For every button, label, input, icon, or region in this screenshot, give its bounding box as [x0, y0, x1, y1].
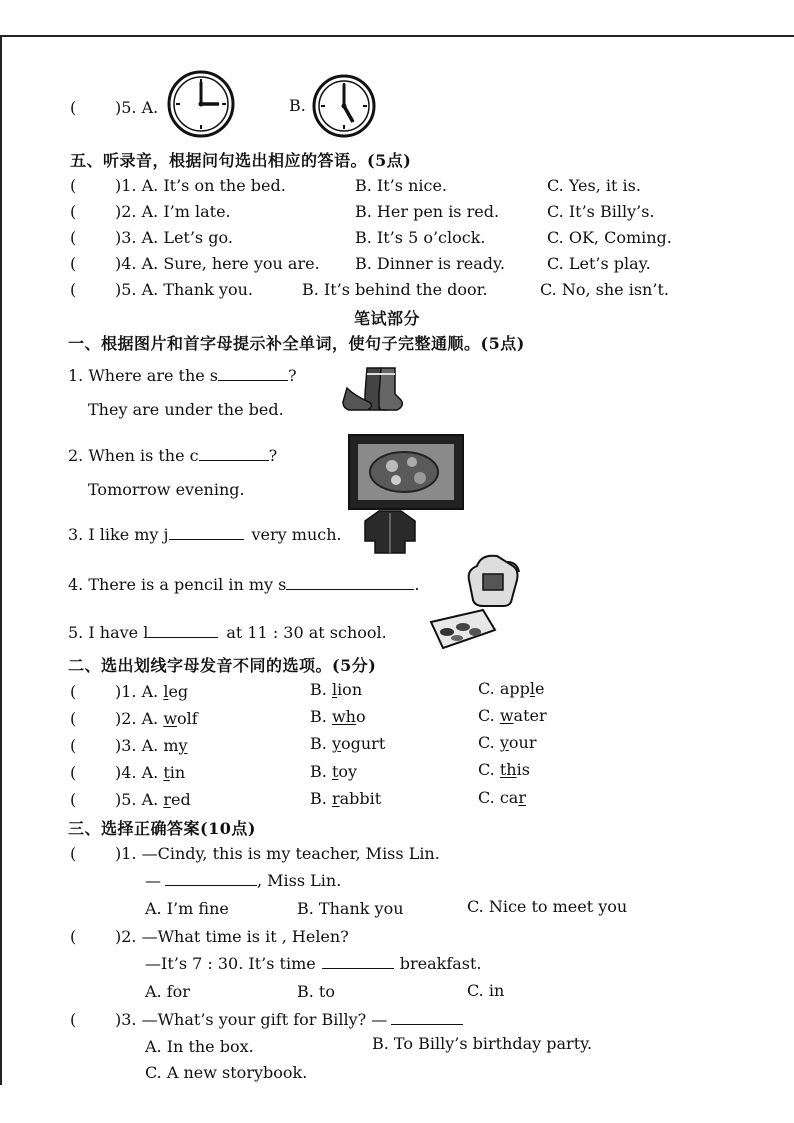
question-text: at 11 : 30 at school. — [226, 623, 387, 642]
question-text: 1. Where are the s — [68, 366, 219, 385]
answer-blank[interactable] — [169, 525, 244, 540]
answer-paren: ( — [70, 790, 77, 809]
answer-blank[interactable] — [218, 366, 288, 381]
question-text: ? — [288, 366, 297, 385]
option-c: C. Nice to meet you — [467, 897, 628, 916]
option-c: C. No, she isn’t. — [540, 280, 669, 299]
question-line — [68, 623, 387, 642]
option-b: B. to — [297, 982, 335, 1001]
option-c: C. Yes, it is. — [547, 176, 641, 195]
question-line — [115, 1010, 463, 1029]
option-a: )2. A. I’m late. — [115, 202, 231, 221]
page-border — [0, 35, 794, 37]
question-line — [68, 525, 342, 544]
option-b: B. Her pen is red. — [355, 202, 500, 221]
option-b: B. Dinner is ready. — [355, 254, 505, 273]
written-section-title: 笔试部分 — [354, 309, 421, 328]
question-text: ? — [268, 446, 278, 465]
option-b: B. It’s nice. — [355, 176, 447, 195]
option-b: B. To Billy’s birthday party. — [372, 1034, 593, 1053]
option-c: C. this — [478, 760, 530, 779]
answer-paren: ( — [70, 682, 77, 701]
clock-three-icon — [167, 68, 235, 140]
answer-paren: ( — [70, 763, 77, 782]
option-b: B. who — [310, 707, 366, 726]
question-text: 5. I have l — [68, 623, 149, 642]
question-text: 4. There is a pencil in my s — [68, 575, 287, 594]
answer-paren: ( — [70, 176, 77, 195]
section-title: 一、根据图片和首字母提示补全单词，使句子完整通顺。(5点) — [68, 334, 525, 353]
question-number: )5. A. — [115, 98, 159, 117]
option-b: B. rabbit — [310, 789, 382, 808]
option-a: A. for — [145, 982, 190, 1001]
answer-blank[interactable] — [165, 871, 257, 886]
answer-paren: ( — [70, 228, 77, 247]
option-a: )3. A. my — [115, 736, 188, 755]
question-line — [68, 446, 277, 465]
option-a: A. I’m fine — [145, 899, 229, 918]
option-c: C. car — [478, 788, 526, 807]
option-a: )1. A. leg — [115, 682, 189, 701]
question-line: —It’s 7 : 30. It’s time breakfast. — [145, 954, 482, 973]
question-line — [68, 366, 297, 385]
section-title: 二、选出划线字母发音不同的选项。(5分) — [68, 656, 377, 675]
option-a: A. In the box. — [145, 1037, 254, 1056]
answer-blank[interactable] — [148, 623, 218, 638]
section-title: 五、听录音，根据问句选出相应的答语。(5点) — [70, 151, 412, 170]
option-c: C. in — [467, 981, 505, 1000]
option-b: B. yogurt — [310, 734, 386, 753]
option-a: )5. A. red — [115, 790, 191, 809]
question-text: 3. I like my j — [68, 525, 169, 544]
question-text: . — [414, 575, 420, 594]
question-text: very much. — [251, 525, 342, 544]
answer-paren: ( — [70, 709, 77, 728]
option-c: C. A new storybook. — [145, 1063, 308, 1082]
option-a: )4. A. Sure, here you are. — [115, 254, 320, 273]
lunch-tray-icon — [427, 608, 497, 650]
answer-paren: ( — [70, 927, 77, 946]
answer-paren: ( — [70, 1010, 77, 1029]
answer-paren: ( — [70, 736, 77, 755]
option-b: B. lion — [310, 680, 363, 699]
answer-paren: ( — [70, 98, 77, 117]
option-c: C. water — [478, 706, 547, 725]
option-a: )1. A. It’s on the bed. — [115, 176, 286, 195]
option-b-label: B. — [289, 96, 306, 115]
question-line — [68, 575, 419, 594]
option-c: C. It’s Billy’s. — [547, 202, 655, 221]
section-title: 三、选择正确答案(10点) — [68, 819, 256, 838]
option-c: C. your — [478, 733, 537, 752]
option-b: B. It’s behind the door. — [302, 280, 488, 299]
schoolbag-icon — [465, 552, 523, 608]
option-a: )3. A. Let’s go. — [115, 228, 233, 247]
answer-blank[interactable] — [322, 954, 394, 969]
answer-line: They are under the bed. — [88, 400, 284, 419]
option-a: )4. A. tin — [115, 763, 186, 782]
option-a: )5. A. Thank you. — [115, 280, 253, 299]
option-c: C. apple — [478, 679, 545, 698]
question-line: — , Miss Lin. — [145, 871, 342, 890]
tv-program-picture — [348, 434, 464, 510]
option-a: )2. A. wolf — [115, 709, 198, 728]
answer-paren: ( — [70, 844, 77, 863]
answer-blank[interactable] — [199, 446, 269, 461]
jacket-icon — [361, 509, 419, 555]
question-stem: )2. —What time is it , Helen? — [115, 927, 349, 946]
answer-paren: ( — [70, 280, 77, 299]
clock-five-icon — [312, 70, 376, 142]
question-text: 2. When is the c — [68, 446, 199, 465]
option-b: B. toy — [310, 762, 358, 781]
answer-paren: ( — [70, 202, 77, 221]
page-border — [0, 35, 2, 1085]
answer-blank[interactable] — [286, 575, 414, 590]
option-c: C. OK, Coming. — [547, 228, 672, 247]
option-c: C. Let’s play. — [547, 254, 651, 273]
answer-paren: ( — [70, 254, 77, 273]
question-stem: )1. —Cindy, this is my teacher, Miss Lin. — [115, 844, 440, 863]
option-b: B. Thank you — [297, 899, 404, 918]
question-stem: )3. —What’s your gift for Billy? — — [115, 1010, 388, 1029]
answer-line: Tomorrow evening. — [88, 480, 245, 499]
option-b: B. It’s 5 o’clock. — [355, 228, 486, 247]
answer-blank[interactable] — [391, 1010, 463, 1025]
socks-icon — [341, 364, 403, 414]
